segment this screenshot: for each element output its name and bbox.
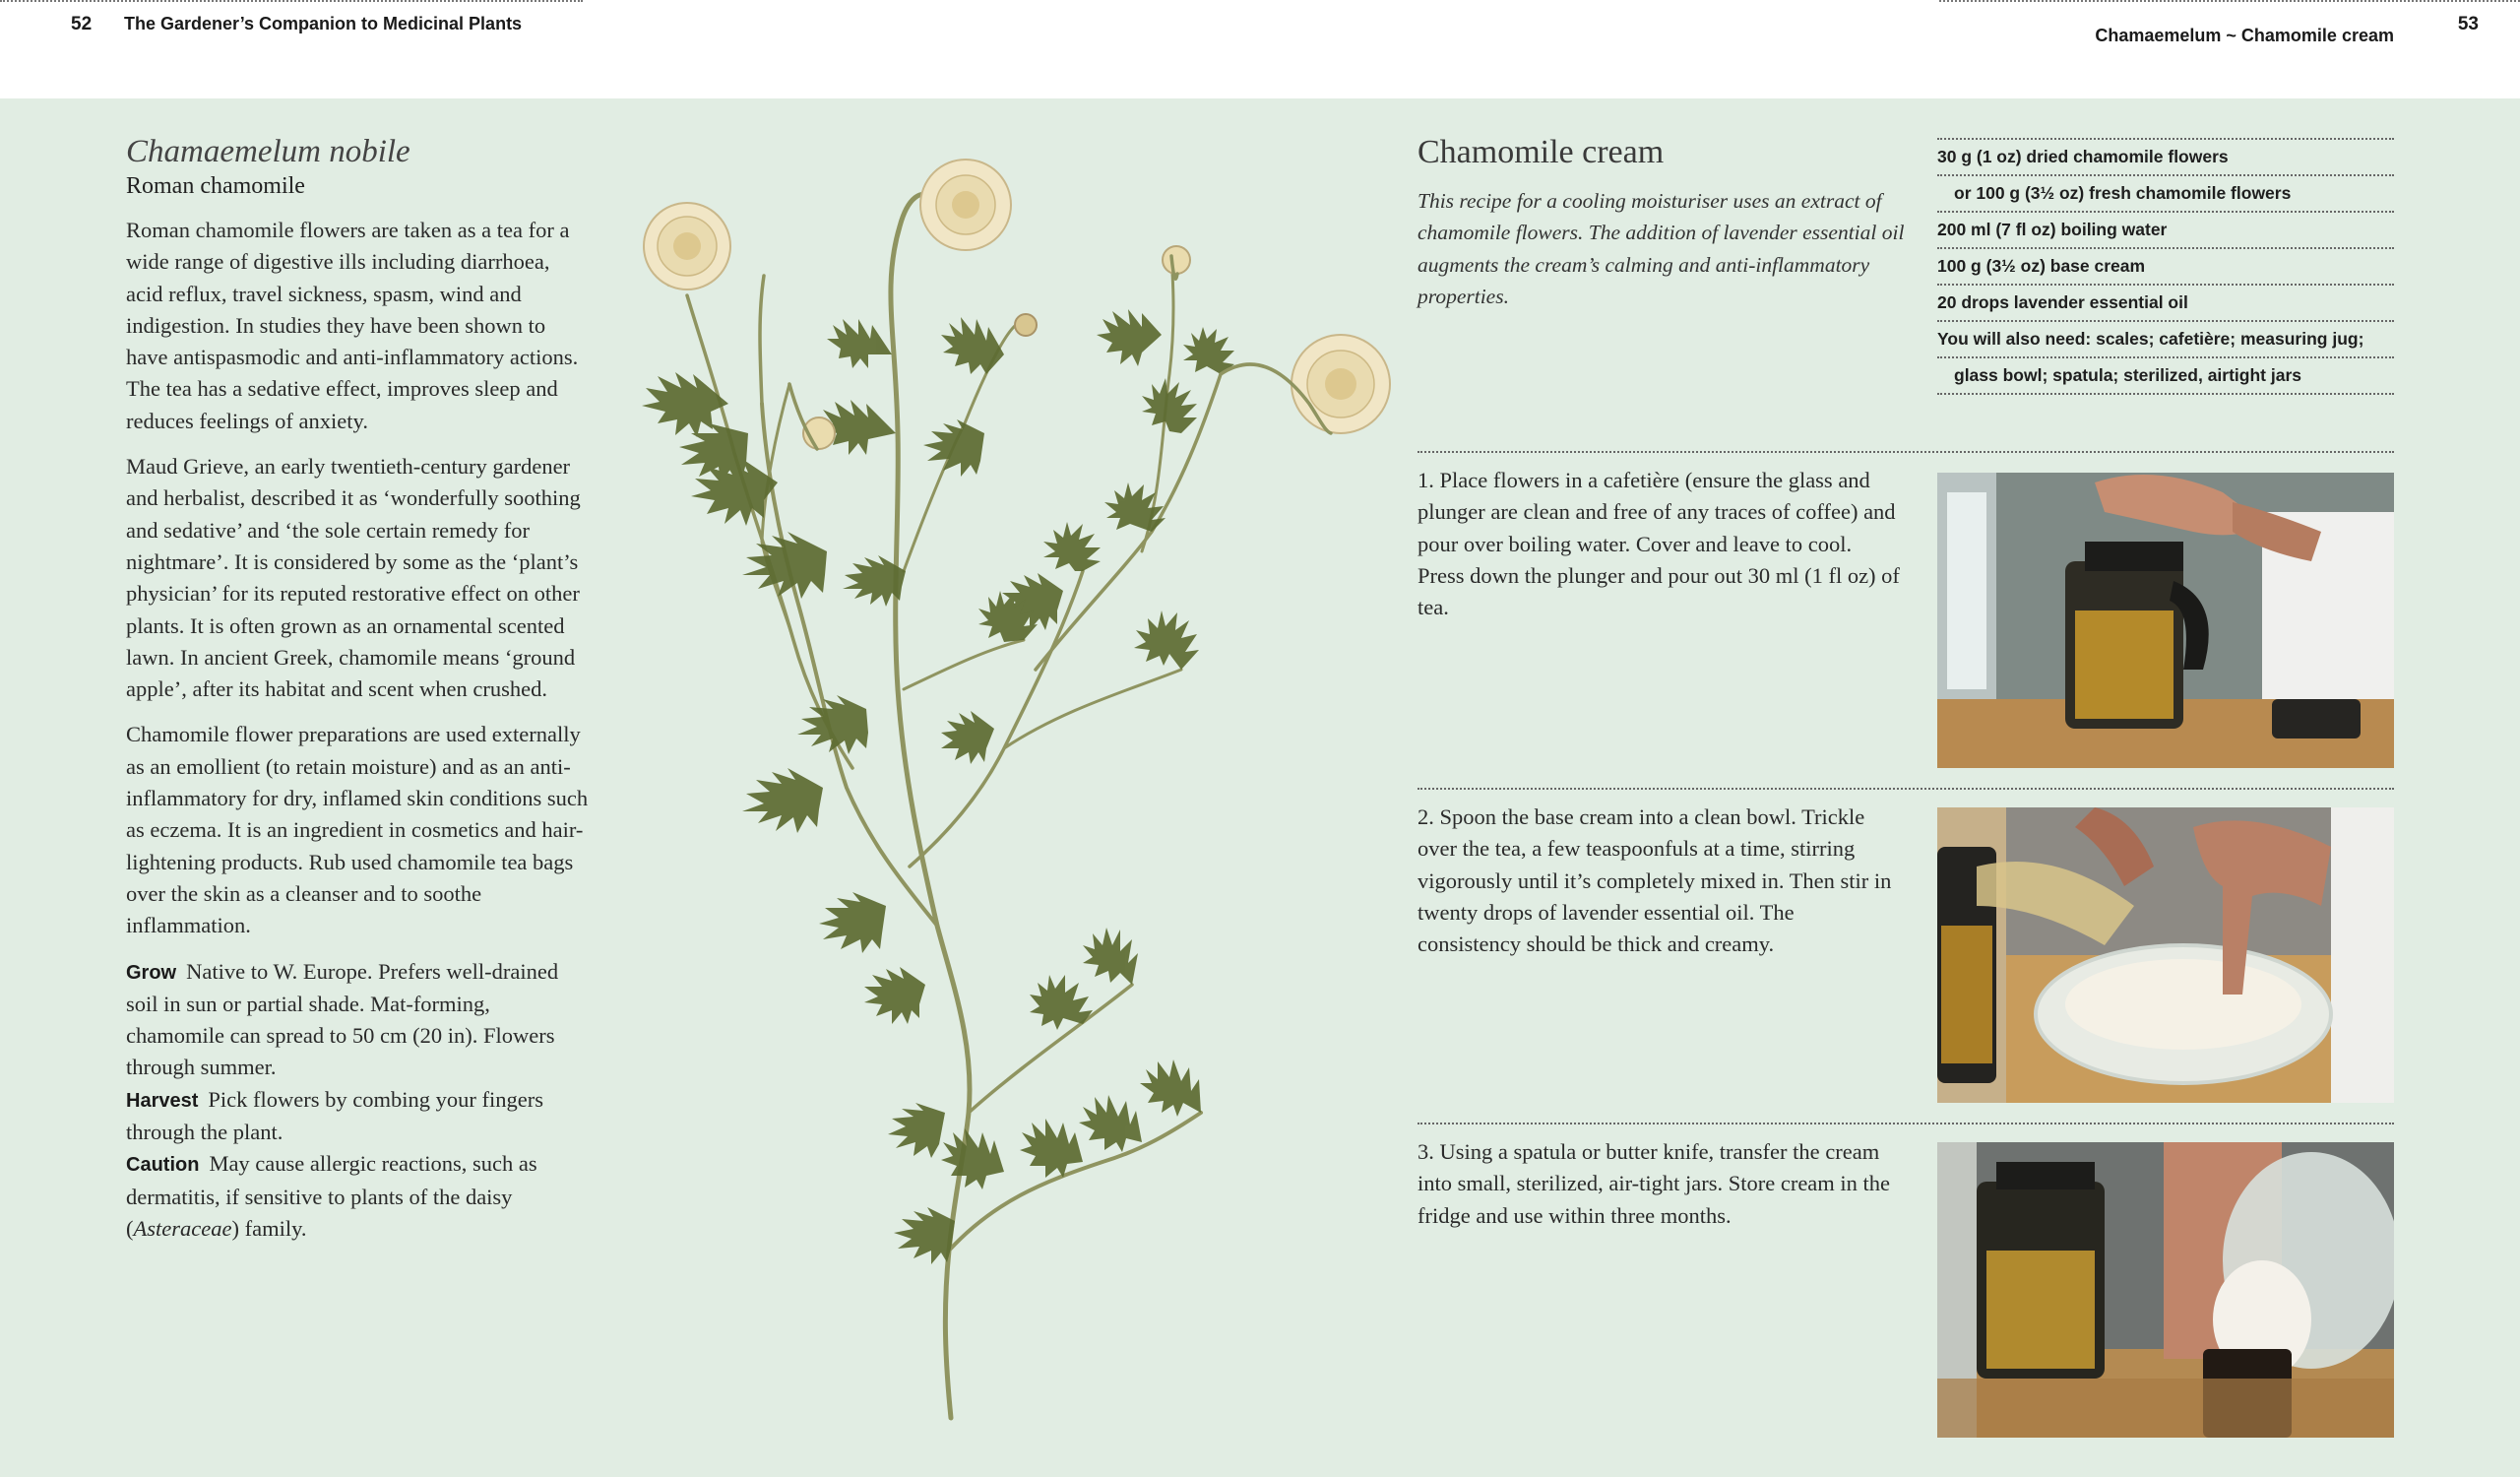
paragraph-external: Chamomile flower preparations are used externally as an emollient (to retain moisture) and as an anti-inflammatory for dry, inflamed skin conditions such as eczema. It is an ingredient in cosmetics and hair-lightening products. Rub used chamomile tea bags over the skin as a cleanser and to soothe inflammation. xyxy=(126,722,589,938)
chamomile-illustration xyxy=(532,138,1418,1477)
harvest-info xyxy=(126,1084,589,1149)
equipment-note: You will also need: scales; cafetière; measuring jug; xyxy=(1937,320,2394,356)
header-right xyxy=(1939,0,2520,59)
caution-text: May cause allergic reactions, such as dermatitis, if sensitive to plants of the daisy ( xyxy=(126,1151,537,1241)
step-2-text: 2. Spoon the base cream into a clean bowl. Trickle over the tea, a few teaspoonfuls at a time, stirring vigorously until it’s completely mixed in. Then stir in twenty drops of lavender essential oil. The consistency should be thick and creamy. xyxy=(1418,804,1892,957)
step-3-photo xyxy=(1937,1142,2394,1438)
ingredient-item: or 100 g (3½ oz) fresh chamomile flowers xyxy=(1937,174,2394,211)
step-1-photo xyxy=(1937,473,2394,768)
harvest-text: Pick flowers by combing your fingers through the plant. xyxy=(126,1086,543,1145)
equipment-note: glass bowl; spatula; sterilized, airtight jars xyxy=(1937,356,2394,393)
divider xyxy=(1937,393,2394,395)
grow-text: Native to W. Europe. Prefers well-drained soil in sun or partial shade. Mat-forming, chamomile can spread to 50 cm (20 in). Flowers through summer. xyxy=(126,958,559,1080)
divider xyxy=(1418,451,2394,453)
caution-text-end: ) family. xyxy=(231,1215,307,1241)
species-name: Chamaemelum nobile xyxy=(126,134,410,169)
page-number-left: 52 xyxy=(71,14,93,34)
ingredients-list xyxy=(1937,138,2394,395)
book-title: The Gardener’s Companion to Medicinal Plants xyxy=(124,14,523,33)
ingredient-item: 200 ml (7 fl oz) boiling water xyxy=(1937,211,2394,247)
header-left xyxy=(0,0,583,59)
caution-family: Asteraceae xyxy=(133,1215,232,1241)
ingredient-item: 30 g (1 oz) dried chamomile flowers xyxy=(1937,138,2394,174)
flower-head xyxy=(644,203,730,289)
flower-bud xyxy=(1163,246,1190,274)
common-name: Roman chamomile xyxy=(126,173,305,199)
paragraph-history: Maud Grieve, an early twentieth-century gardener and herbalist, described it as ‘wonderfully soothing and sedative’ and ‘the sole certain remedy for nightmare’. It is considered by some as the ‘plant’s physician’ for its reputed restorative effect on other plants. It is often grown as an ornamental scented lawn. In ancient Greek, chamomile means ‘ground apple’, after its habitat and scent when crushed. xyxy=(126,454,581,702)
plant-text-column xyxy=(126,132,589,1245)
flower-head xyxy=(1292,335,1390,433)
section-title: Chamaemelum ~ Chamomile cream xyxy=(2095,26,2394,45)
step-1-text: 1. Place flowers in a cafetière (ensure the glass and plunger are clean and free of any traces of coffee) and pour over boiling water. Cover and leave to cool. Press down the plunger and pour out 30 ml (1 fl oz) of tea. xyxy=(1418,468,1900,620)
flower-bud xyxy=(1015,314,1037,336)
flower-head xyxy=(920,160,1011,250)
divider xyxy=(1418,788,2394,790)
recipe-title: Chamomile cream xyxy=(1418,134,1665,170)
ingredient-item: 20 drops lavender essential oil xyxy=(1937,284,2394,320)
page-number-right: 53 xyxy=(2457,14,2479,34)
divider xyxy=(1418,1123,2394,1124)
caution-info xyxy=(126,1148,589,1245)
ingredient-item: 100 g (3½ oz) base cream xyxy=(1937,247,2394,284)
paragraph-uses: Roman chamomile flowers are taken as a tea for a wide range of digestive ills including diarrhoea, acid reflux, travel sickness, spasm, wind and indigestion. In studies they have been shown to have antispasmodic and anti-inflammatory actions. The tea has a sedative effect, improves sleep and reduces feelings of anxiety. xyxy=(126,218,579,433)
grow-info xyxy=(126,956,589,1084)
harvest-label: Harvest xyxy=(126,1089,199,1112)
caution-label: Caution xyxy=(126,1154,200,1177)
step-3-text: 3. Using a spatula or butter knife, transfer the cream into small, sterilized, air-tight jars. Store cream in the fridge and use within three months. xyxy=(1418,1139,1891,1228)
step-2-photo xyxy=(1937,807,2394,1103)
recipe-intro: This recipe for a cooling moisturiser uses an extract of chamomile flowers. The addition of lavender essential oil augments the cream’s calming and anti-inflammatory properties. xyxy=(1418,189,1905,308)
grow-label: Grow xyxy=(126,961,177,984)
page-spread xyxy=(0,98,2520,1477)
